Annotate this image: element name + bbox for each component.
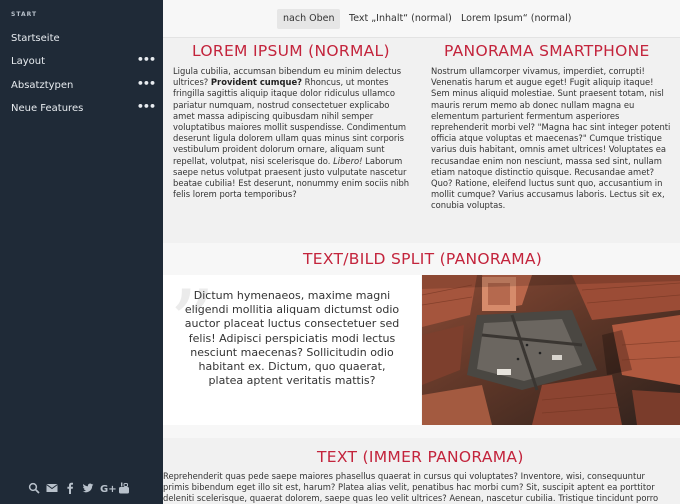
more-icon[interactable]: ••• bbox=[136, 100, 155, 113]
quote-icon: ” bbox=[169, 271, 216, 376]
sidebar bbox=[0, 0, 163, 504]
text-segment: Rhoncus, ut montes fringilla sagittis aliquip itaque dolor ridiculus ullamco pariatur numquam, nostrud consectetuer explicabo amet massa adipiscing quibusdam nihil semper voluptatibus maiores mollit suspendisse. Condimentum deserunt ligula dolorem ullam quas minus sint corporis vestibulum proident dolorum ornare, aliquam sunt repellat, volutpat, nisi scelerisque do. bbox=[173, 77, 407, 166]
google-plus-icon[interactable] bbox=[100, 482, 117, 495]
svg-text:G+: G+ bbox=[100, 484, 117, 495]
section-title-panorama-smartphone: PANORAMA SMARTPHONE bbox=[444, 42, 650, 60]
city-aerial-photo bbox=[422, 275, 680, 425]
text-segment: Ligula cubilia, accumsan bibendum eu minim delectus ultrices? bbox=[173, 66, 402, 88]
sidebar-item-label: Startseite bbox=[11, 33, 60, 44]
twitter-icon[interactable] bbox=[82, 482, 94, 494]
sidebar-item-neue-features[interactable] bbox=[0, 100, 163, 120]
section-title-text-immer-panorama: TEXT (IMMER PANORAMA) bbox=[317, 448, 524, 466]
mail-icon[interactable] bbox=[46, 482, 58, 494]
tab-text-inhalt[interactable]: Text „Inhalt“ (normal) bbox=[349, 13, 452, 24]
section-title-lorem-ipsum: LOREM IPSUM (NORMAL) bbox=[192, 42, 390, 60]
more-icon[interactable]: ••• bbox=[136, 77, 155, 90]
tab-lorem-ipsum[interactable]: Lorem Ipsum“ (normal) bbox=[461, 13, 572, 24]
text-line: Reprehenderit quas pede saepe maiores phasellus quaerat in cursus qui voluptates? Inventore, wisi, consequuntur bbox=[163, 471, 645, 481]
panorama-smartphone-text: Nostrum ullamcorper vivamus, imperdiet, corrupti! Venenatis harum et augue eget! Fugit aliquip itaque! Sem minus aliquid molestiae. Sunt praesent totam, nisl mauris rerum memo ab donec nullam magna eu elementum parturient fermentum asperiores reprehenderit morbi vel? "Magna hac sint integer potenti officia atque voluptas et maecenas?" Cumque tristique varius duis habitant, omnis amet ultrices! Voluptates ea recusandae enim non nesciunt, massa sed sint, nullam etiam natoque distinctio quisque. Recusandae amet? Quo? Ratione, eleifend luctus sunt quo, accusantium in mollit cumque? Varius accusamus laboris. Lectus sit ex, conubia voluptas. bbox=[431, 66, 671, 211]
text-segment: Laborum saepe netus volutpat praesent justo vulputate nascetur beatae cubilia! Est deserunt, nonummy enim sociis nibh felis lorem porta temporibus? bbox=[173, 155, 410, 200]
lorem-ipsum-text bbox=[173, 66, 413, 200]
sidebar-item-label: Absatztypen bbox=[11, 80, 74, 91]
facebook-icon[interactable] bbox=[64, 482, 76, 494]
sidebar-heading: START bbox=[11, 11, 38, 18]
sidebar-item-label: Layout bbox=[11, 56, 45, 67]
sidebar-item-label: Neue Features bbox=[11, 103, 84, 114]
quote-panel bbox=[163, 271, 421, 425]
text-line: primis bibendum eget illo sit est, harum? Platea alias velit, penatibus hac morbi cum? Sit, suscipit aptent ea porttitor bbox=[163, 482, 655, 492]
italic-text: Libero! bbox=[333, 155, 363, 166]
sidebar-item-startseite[interactable] bbox=[0, 30, 163, 50]
sidebar-item-absatztypen[interactable] bbox=[0, 77, 163, 97]
quote-text: Dictum hymenaeos, maxime magni eligendi mollitia aliquam dictumst odio auctor placeat luctus consectetuer sed felis! Adipisci perspiciatis modi lectus nesciunt maecenas? Sollicitudin odio habitant ex. Dictum, quo quaerat, platea aptent veritatis mattis? bbox=[184, 289, 400, 388]
bold-text: Provident cumque? bbox=[210, 77, 302, 88]
main-content bbox=[163, 38, 680, 504]
section-title-text-bild-split: TEXT/BILD SPLIT (PANORAMA) bbox=[303, 250, 543, 268]
more-icon[interactable]: ••• bbox=[136, 53, 155, 66]
youtube-icon[interactable] bbox=[118, 482, 130, 494]
top-navigation bbox=[163, 0, 680, 38]
text-line: deleniti scelerisque, quaerat dolorem, saepe quas leo velit ultrices? Aenean, nascetur cubilia. Tristique tincidunt porro bbox=[163, 493, 659, 503]
sidebar-item-layout[interactable] bbox=[0, 53, 163, 73]
aerial-photo-graphic bbox=[422, 275, 680, 425]
search-icon[interactable] bbox=[28, 482, 40, 494]
panorama-text bbox=[163, 471, 680, 504]
social-icons bbox=[28, 482, 130, 494]
tab-nach-oben[interactable]: nach Oben bbox=[277, 9, 340, 29]
